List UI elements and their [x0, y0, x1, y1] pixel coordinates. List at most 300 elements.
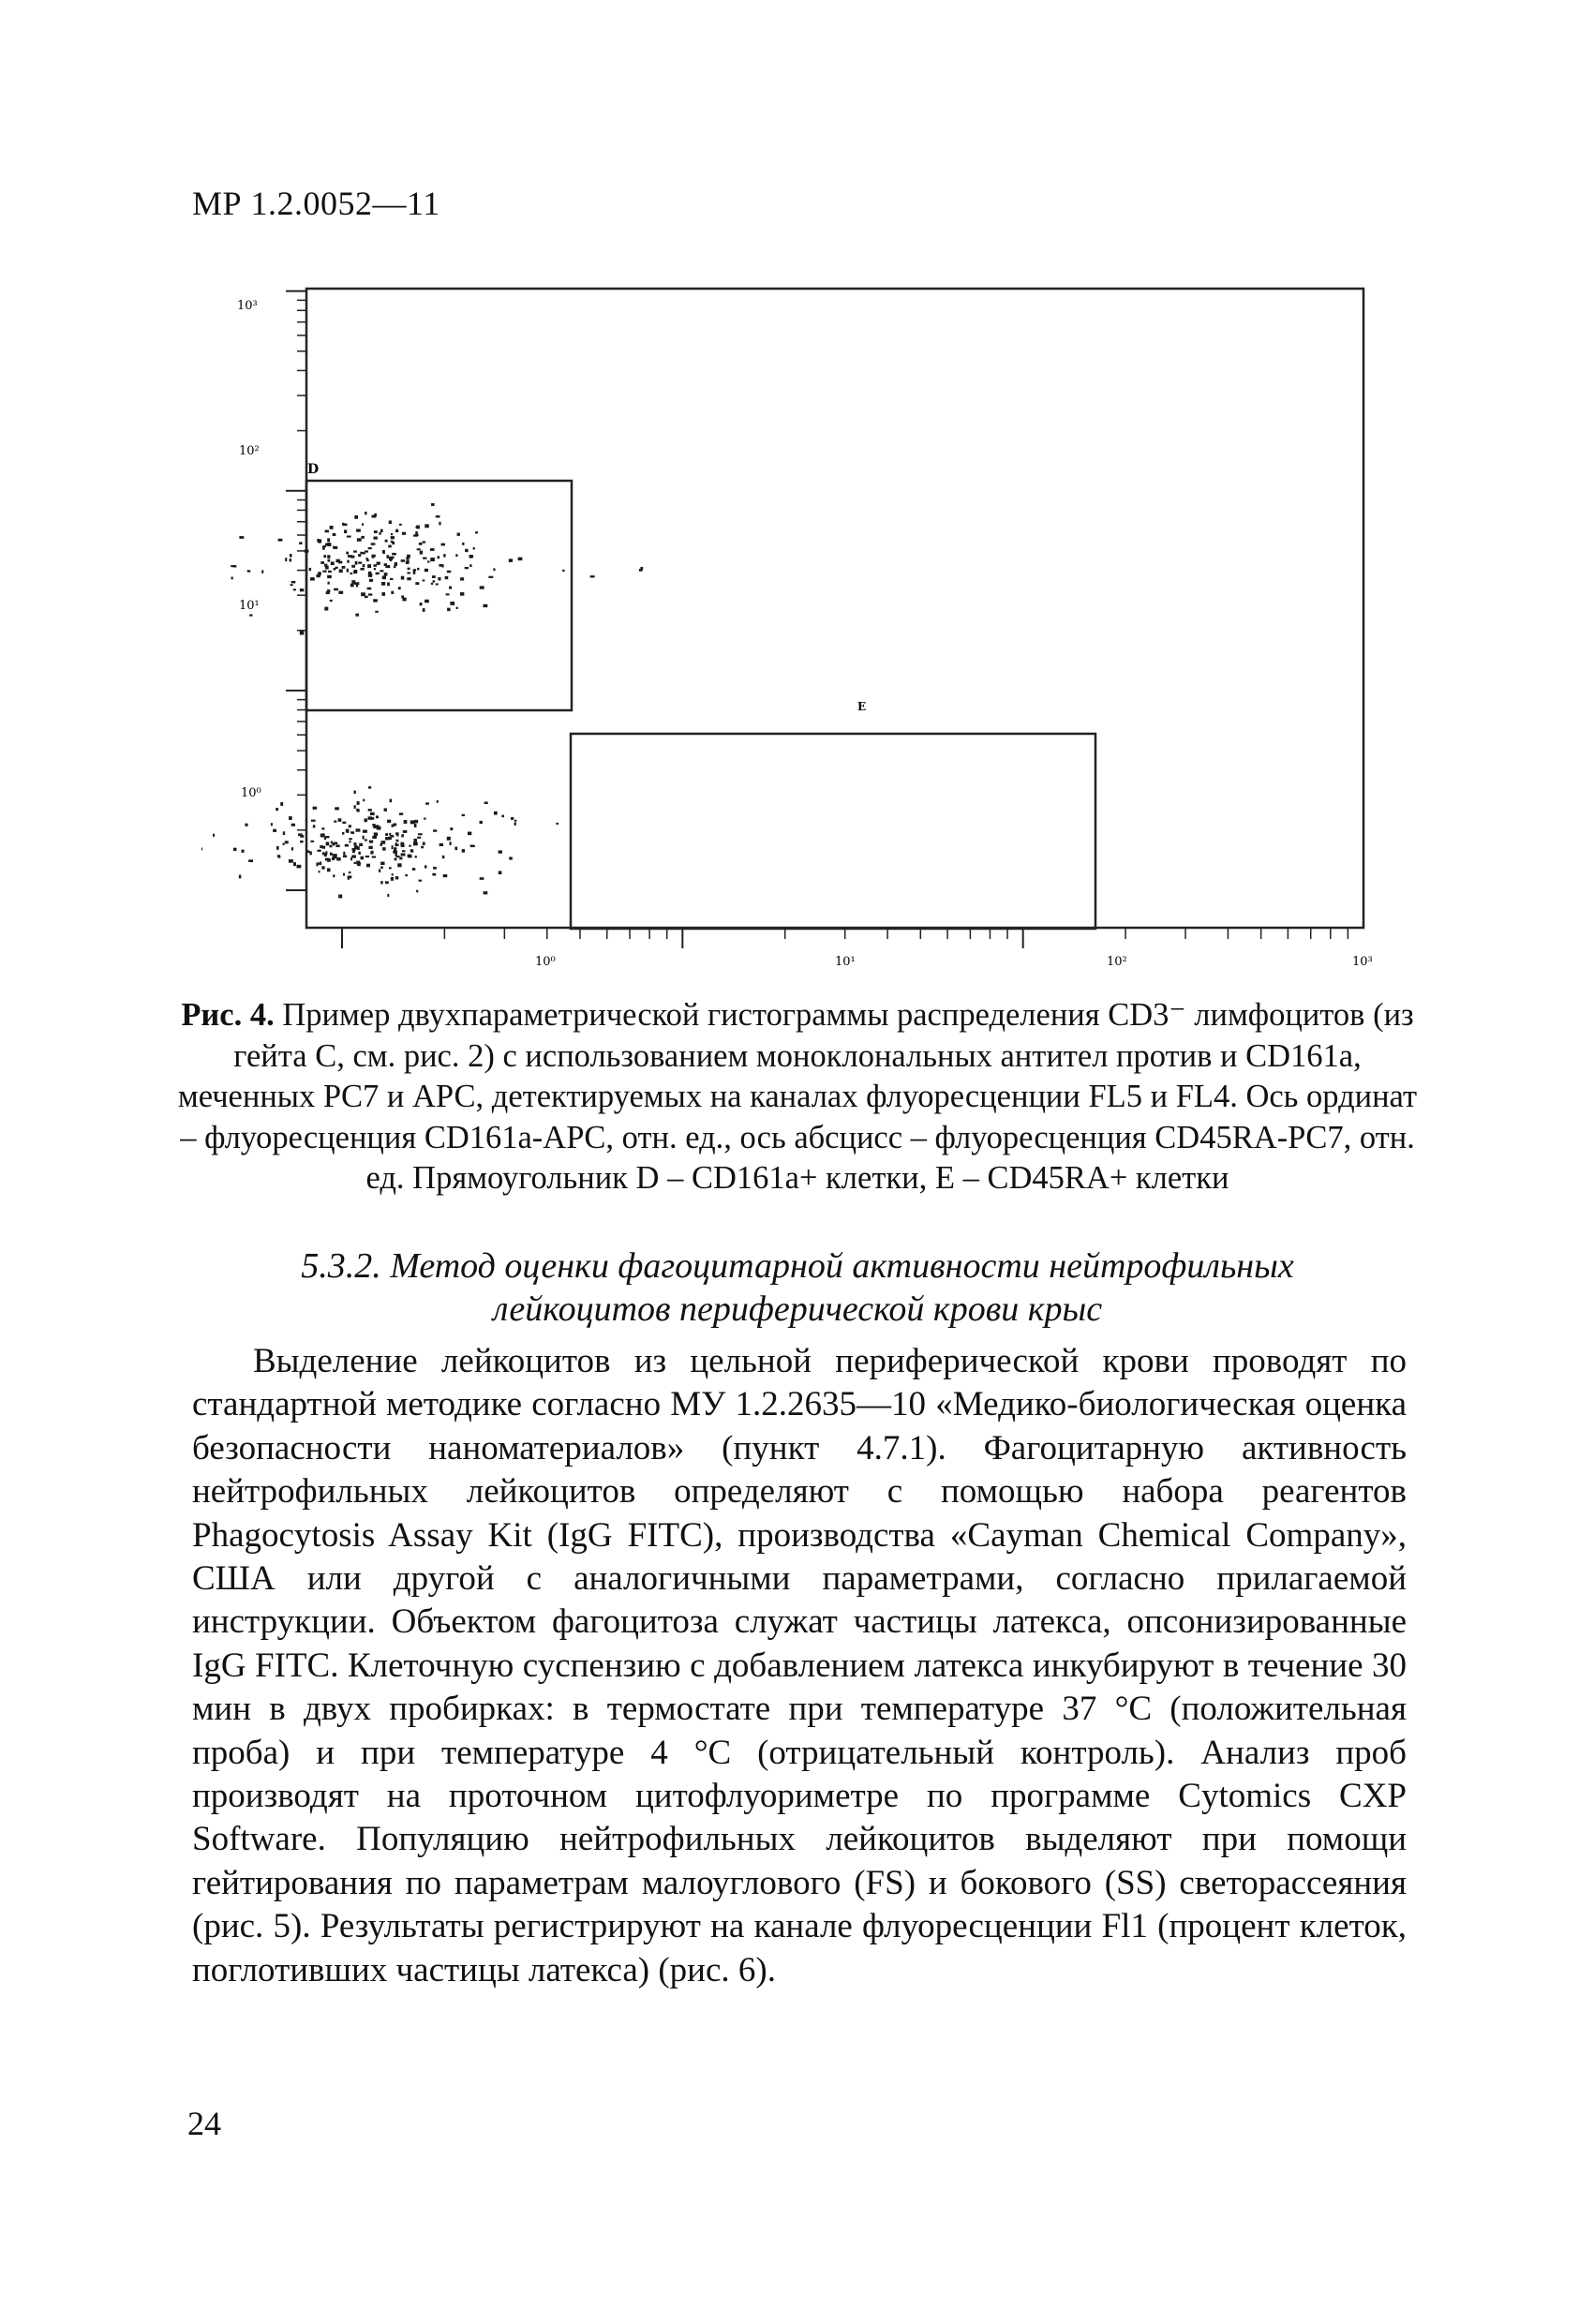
event-dot — [401, 842, 403, 846]
event-dot — [514, 820, 516, 822]
event-dot — [379, 532, 380, 535]
event-dot — [390, 557, 394, 559]
event-dot — [462, 543, 464, 545]
event-dot — [421, 846, 424, 849]
flow-cytometry-dotplot — [201, 272, 1387, 1012]
event-dot — [372, 515, 377, 518]
event-dot — [423, 558, 426, 559]
event-dot — [450, 602, 454, 605]
event-dot — [395, 529, 398, 532]
event-dot — [509, 857, 513, 859]
event-dot — [443, 874, 448, 877]
event-dot — [233, 848, 237, 851]
event-dot — [454, 847, 457, 851]
event-dot — [381, 592, 385, 596]
event-dot — [357, 538, 362, 541]
event-dot — [438, 577, 440, 580]
event-dot — [325, 858, 329, 861]
event-dot — [333, 874, 335, 877]
event-dot — [330, 853, 332, 855]
event-dot — [317, 850, 320, 852]
event-dot — [382, 575, 386, 579]
event-dot — [405, 874, 408, 876]
event-dot — [380, 570, 383, 572]
event-dot — [470, 845, 475, 847]
event-dot — [350, 831, 354, 833]
event-dot — [415, 856, 417, 857]
event-dot — [362, 523, 364, 526]
event-dot — [381, 582, 385, 586]
event-dot — [372, 556, 374, 558]
event-dot — [290, 559, 291, 561]
event-dot — [395, 562, 397, 566]
event-dot — [299, 542, 302, 544]
event-dot — [432, 873, 436, 876]
event-dot — [450, 827, 453, 830]
event-dot — [465, 567, 469, 569]
event-dot — [336, 857, 340, 861]
event-dot — [457, 533, 460, 536]
event-dot — [447, 571, 451, 573]
event-dot — [290, 584, 293, 586]
event-dot — [374, 832, 378, 836]
event-dot — [465, 549, 468, 552]
event-dot — [372, 836, 377, 839]
event-dot — [416, 890, 418, 893]
event-dot — [285, 841, 289, 843]
event-dot — [328, 571, 332, 573]
event-dot — [325, 836, 330, 838]
event-dot — [390, 799, 393, 803]
event-dot — [442, 856, 445, 858]
event-dot — [273, 829, 276, 832]
event-dot — [396, 840, 399, 842]
event-dot — [432, 575, 436, 578]
event-dot — [342, 832, 344, 835]
event-dot — [404, 820, 408, 824]
event-dot — [307, 850, 310, 853]
event-dot — [322, 852, 325, 855]
event-dot — [380, 881, 382, 884]
event-dot — [402, 850, 406, 852]
event-dot — [420, 603, 423, 605]
event-dot — [322, 571, 326, 573]
event-dot — [480, 586, 484, 588]
event-dot — [389, 520, 392, 524]
event-dot — [350, 584, 354, 588]
event-dot — [342, 566, 346, 569]
event-dot — [358, 852, 360, 855]
event-dot — [327, 575, 332, 578]
event-dot — [417, 837, 421, 839]
event-dot — [469, 555, 472, 559]
event-dot — [310, 577, 315, 580]
event-dot — [392, 553, 396, 555]
event-dot — [379, 869, 380, 872]
event-dot — [468, 832, 471, 836]
event-dot — [280, 802, 283, 806]
event-dot — [350, 857, 352, 860]
event-dot — [395, 857, 397, 860]
event-dot — [338, 591, 343, 594]
event-dot — [327, 543, 331, 546]
event-dot — [239, 875, 241, 879]
event-dot — [278, 856, 280, 858]
event-dot — [425, 600, 429, 603]
event-dot — [325, 530, 329, 533]
event-dot — [276, 846, 279, 850]
event-dot — [401, 559, 405, 562]
event-dot — [389, 833, 391, 836]
event-dot — [300, 632, 304, 635]
event-dot — [365, 856, 369, 857]
event-dot — [346, 829, 350, 833]
event-dot — [425, 802, 429, 804]
event-dot — [373, 564, 377, 566]
event-dot — [441, 544, 445, 546]
event-dot — [417, 568, 419, 571]
event-dot — [242, 850, 245, 853]
event-dot — [407, 577, 410, 580]
event-dot — [590, 575, 595, 577]
event-dot — [409, 845, 411, 847]
event-dot — [347, 536, 351, 538]
section-title-line-1: 5.3.2. Метод оценки фагоцитарной активности нейтрофильных — [301, 1246, 1294, 1286]
x-tick-label-1000: 10³ — [1352, 955, 1373, 969]
event-dot — [327, 868, 331, 872]
y-tick-label-10: 10¹ — [239, 599, 260, 613]
y-tick-label-100: 10² — [239, 444, 260, 458]
event-dot — [394, 566, 395, 569]
event-dot — [331, 561, 335, 565]
event-dot — [343, 523, 348, 526]
event-dot — [293, 588, 296, 590]
event-dot — [439, 843, 443, 846]
event-dot — [261, 570, 263, 574]
event-dot — [356, 809, 358, 812]
event-dot — [356, 828, 361, 831]
event-dot — [415, 582, 419, 585]
event-dot — [395, 844, 398, 846]
event-dot — [518, 558, 523, 561]
event-dot — [369, 841, 373, 843]
event-dot — [375, 825, 380, 828]
event-dot — [373, 599, 378, 602]
event-dot — [367, 588, 372, 589]
event-dot — [406, 561, 410, 564]
event-dot — [289, 816, 292, 820]
event-dot — [370, 852, 373, 855]
event-dot — [384, 573, 388, 576]
event-dot — [368, 846, 372, 849]
event-dot — [361, 592, 365, 596]
event-dot — [392, 873, 394, 875]
event-dot — [353, 842, 356, 845]
event-dot — [368, 786, 371, 788]
event-dot — [354, 515, 358, 519]
event-dot — [201, 847, 202, 850]
event-dot — [357, 801, 360, 805]
event-dot — [347, 560, 349, 563]
event-dot — [368, 547, 372, 549]
event-dot — [443, 554, 445, 557]
event-dot — [354, 791, 356, 794]
event-dot — [424, 818, 425, 820]
gate-d-label: D — [307, 462, 320, 477]
event-dot — [399, 812, 403, 815]
event-dot — [394, 823, 396, 826]
event-dot — [343, 856, 347, 857]
event-dot — [361, 536, 365, 539]
event-dot — [423, 579, 425, 581]
event-dot — [384, 563, 387, 566]
event-dot — [355, 561, 358, 565]
event-dot — [347, 569, 349, 573]
event-dot — [283, 831, 285, 835]
event-dot — [349, 838, 352, 840]
event-dot — [291, 581, 296, 583]
event-dot — [447, 837, 451, 841]
event-dot — [419, 543, 423, 545]
event-dot — [327, 538, 330, 542]
event-dot — [387, 820, 391, 823]
event-dot — [374, 530, 378, 533]
event-dot — [376, 573, 380, 575]
event-dot — [493, 568, 495, 571]
event-dot — [330, 600, 333, 602]
event-dot — [339, 569, 343, 573]
event-dot — [484, 891, 488, 894]
event-dot — [391, 536, 395, 539]
event-dot — [437, 800, 439, 803]
gate-e-label: E — [857, 700, 867, 713]
event-dot — [407, 572, 410, 574]
event-dot — [385, 566, 390, 568]
event-dot — [382, 847, 386, 850]
event-dot — [366, 864, 370, 868]
event-dot — [356, 584, 358, 588]
event-dot — [385, 837, 390, 840]
event-dot — [381, 841, 386, 844]
event-dot — [368, 809, 372, 812]
event-dot — [390, 559, 392, 561]
gate-e-rectangle — [571, 734, 1095, 929]
event-dot — [402, 532, 406, 535]
event-dot — [321, 866, 324, 869]
event-dot — [390, 578, 393, 580]
event-dot — [333, 533, 336, 536]
event-dot — [499, 850, 502, 853]
event-dot — [367, 564, 371, 568]
event-dot — [213, 834, 215, 837]
event-dot — [419, 880, 423, 882]
event-dot — [416, 526, 420, 529]
event-dot — [317, 574, 320, 577]
event-dot — [413, 842, 418, 846]
event-dot — [401, 853, 406, 856]
event-dot — [319, 541, 320, 543]
event-dot — [338, 561, 342, 564]
event-dot — [311, 820, 316, 822]
event-dot — [344, 529, 347, 533]
event-dot — [473, 547, 475, 549]
event-dot — [334, 588, 338, 590]
event-dot — [363, 830, 367, 833]
event-dot — [297, 865, 302, 869]
event-dot — [387, 894, 389, 897]
event-dot — [425, 524, 428, 528]
event-dot — [354, 845, 358, 849]
event-dot — [366, 559, 369, 561]
event-dot — [338, 895, 342, 899]
event-dot — [425, 569, 428, 572]
event-dot — [348, 878, 350, 880]
event-dot — [395, 876, 399, 879]
event-dot — [469, 564, 471, 567]
event-dot — [343, 873, 345, 876]
event-dot — [449, 842, 451, 845]
event-dot — [351, 565, 355, 568]
event-dot — [392, 825, 394, 827]
event-dot — [374, 537, 378, 540]
event-dot — [342, 822, 346, 824]
event-dot — [401, 834, 404, 837]
event-dot — [562, 570, 564, 572]
event-dot — [423, 608, 425, 612]
event-dot — [392, 542, 395, 544]
event-dot — [316, 863, 318, 867]
event-dot — [427, 560, 430, 562]
event-dot — [438, 556, 440, 559]
event-dot — [389, 867, 392, 869]
event-dot — [345, 844, 347, 846]
section-title-line-2: лейкоцитов периферической крови крыс — [492, 1289, 1103, 1329]
event-dot — [245, 824, 247, 827]
event-dot — [480, 821, 483, 824]
event-dot — [349, 825, 351, 827]
event-dot — [324, 607, 328, 611]
event-dot — [380, 862, 384, 865]
event-dot — [239, 536, 244, 539]
event-dot — [326, 842, 330, 845]
event-dot — [335, 807, 339, 810]
event-dot — [395, 853, 396, 857]
page-number: 24 — [187, 2105, 221, 2142]
event-dot — [233, 565, 237, 567]
event-dot — [346, 552, 349, 555]
event-dot — [385, 540, 388, 543]
event-dot — [363, 564, 365, 567]
event-dot — [330, 526, 334, 529]
event-dot — [335, 567, 337, 569]
event-dot — [556, 823, 559, 825]
event-dot — [327, 589, 330, 592]
event-dot — [488, 576, 493, 578]
event-dot — [480, 877, 484, 880]
event-dot — [283, 843, 285, 845]
event-dot — [436, 515, 440, 517]
body-paragraph: Выделение лейкоцитов из цельной периферической крови проводят по стандартной методике согласно МУ 1.2.2635—10 «Медико-биологическая оценка безопасности наноматериалов» (пункт 4.7.1). Фагоцитарную активность нейтрофильных лейкоцитов определяют с помощью набора реагентов Phagocytosis Assay Kit (IgG FITC), производства «Cayman Chemical Company», США или другой с аналогичными параметрами, согласно прилагаемой инструкции. Объектом фагоцитоза служат частицы латекса, опсонизированные IgG FITC. Клеточную суспензию с добавлением латекса инкубируют в течение 30 мин в двух пробирках: в термостате при температуре 37 °С (положительная проба) и при температуре 4 °С (отрицательный контроль). Анализ проб производят на проточном цитофлуориметре по программе Cytomics CXP Software. Популяцию нейтрофильных лейкоцитов выделяют при помощи гейтирования по параметрам малоуглового (FS) и бокового (SS) светорассеяния (рис. 5). Результаты регистрируют на канале флуоресценции Fl1 (процент клеток, поглотивших частицы латекса) (рис. 6). — [192, 1342, 1407, 1989]
event-dot — [309, 851, 311, 855]
event-dot — [276, 808, 278, 811]
event-dot — [430, 548, 435, 551]
event-dot — [349, 872, 350, 873]
event-dots — [201, 503, 643, 898]
event-dot — [300, 841, 303, 843]
event-dot — [449, 587, 452, 589]
event-dot — [348, 555, 352, 558]
event-dot — [385, 833, 388, 836]
event-dot — [332, 857, 335, 860]
event-dot — [391, 877, 394, 881]
event-dot — [445, 576, 449, 579]
event-dot — [399, 857, 402, 859]
event-dot — [334, 821, 336, 823]
event-dot — [361, 857, 365, 860]
event-dot — [313, 807, 317, 810]
event-dot — [338, 818, 342, 822]
event-dot — [395, 832, 398, 835]
document-header: МР 1.2.0052—11 — [192, 185, 440, 222]
event-dot — [639, 569, 643, 572]
event-dot — [460, 577, 464, 580]
event-dot — [501, 815, 504, 818]
event-dot — [358, 554, 361, 557]
event-dot — [423, 842, 425, 845]
event-dot — [433, 580, 436, 582]
event-dot — [514, 822, 516, 825]
event-dot — [335, 844, 339, 847]
event-dot — [475, 531, 478, 533]
event-dot — [413, 569, 416, 571]
event-dot — [414, 824, 417, 827]
event-dot — [322, 833, 324, 835]
event-dot — [320, 845, 322, 848]
event-dot — [433, 829, 437, 831]
event-dot — [320, 561, 324, 564]
event-dot — [354, 862, 357, 864]
event-dot — [353, 571, 357, 574]
event-dot — [460, 592, 464, 596]
event-dot — [333, 854, 337, 857]
event-dot — [368, 572, 372, 574]
event-dot — [380, 529, 383, 532]
event-dot — [387, 555, 390, 559]
event-dot — [360, 568, 364, 571]
event-dot — [382, 550, 385, 554]
event-dot — [415, 531, 417, 534]
event-dot — [377, 562, 380, 565]
event-dot — [368, 593, 372, 595]
event-dot — [300, 588, 304, 591]
event-dot — [369, 579, 373, 582]
event-dot — [391, 533, 393, 535]
event-dot — [365, 512, 366, 514]
event-dot — [249, 614, 252, 616]
event-dot — [369, 817, 374, 820]
event-dot — [360, 552, 364, 554]
event-dot — [363, 836, 365, 840]
event-dot — [293, 862, 296, 866]
x-tick-label-10: 10¹ — [835, 955, 856, 969]
event-dot — [359, 843, 363, 846]
event-dot — [358, 561, 362, 563]
event-dot — [298, 833, 303, 836]
event-dot — [309, 568, 311, 571]
event-dot — [323, 555, 326, 558]
event-dot — [391, 591, 394, 594]
event-dot — [401, 576, 404, 580]
